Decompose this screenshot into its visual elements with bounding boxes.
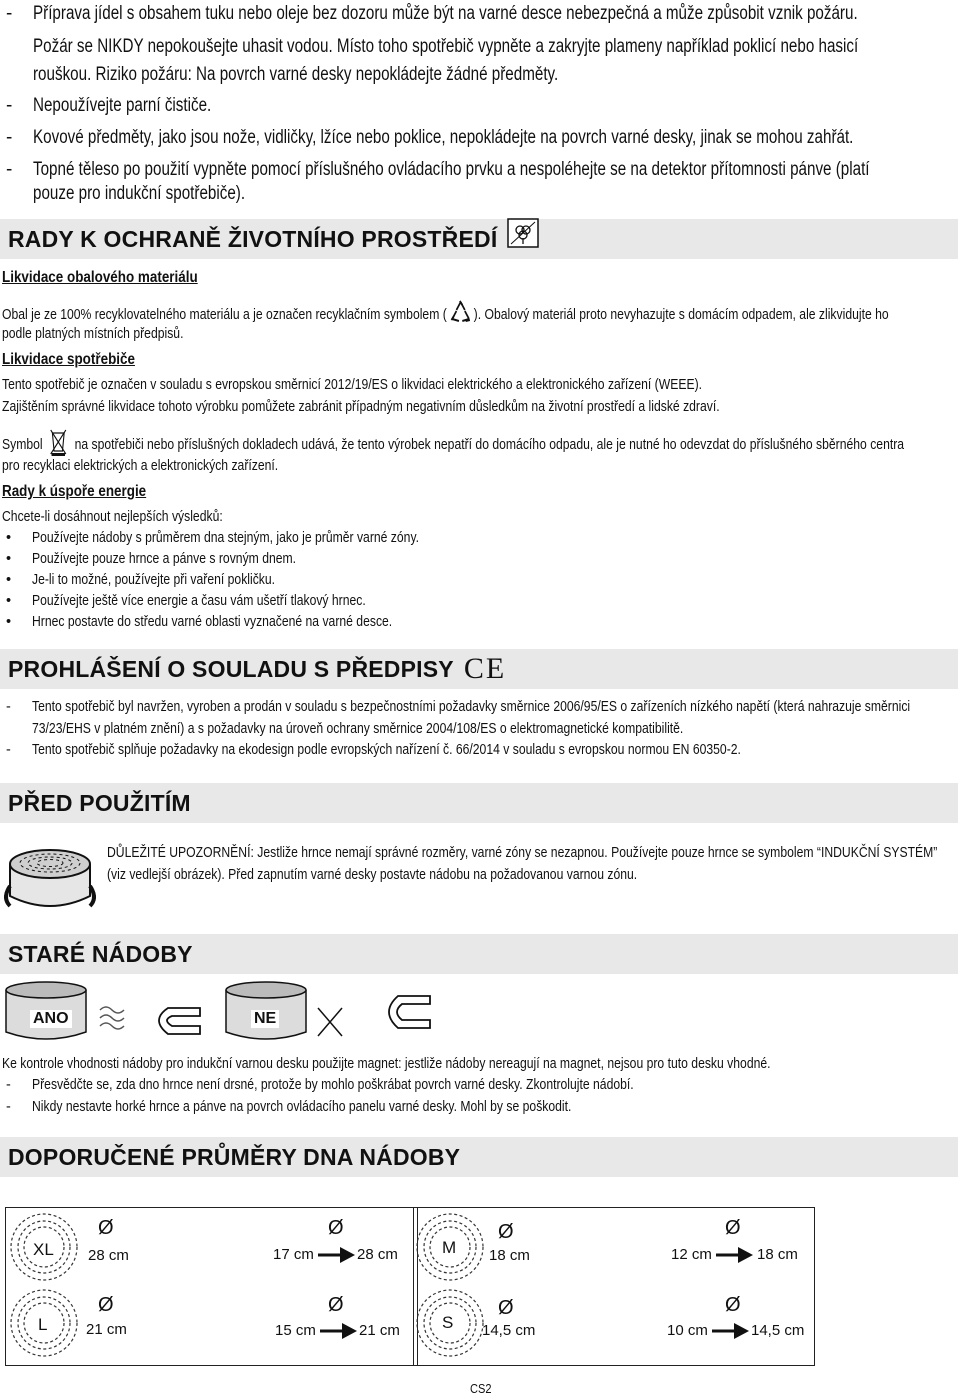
- old-pots-heading: [0, 934, 958, 974]
- arrow-right-icon: [712, 1322, 750, 1345]
- no-label: NE: [251, 1010, 279, 1028]
- recycle-icon: [448, 299, 473, 332]
- zone-label: L: [38, 1315, 48, 1334]
- environment-heading: [0, 219, 958, 259]
- zone-from: 10 cm: [667, 1322, 708, 1339]
- induction-pot-icon: [4, 836, 96, 919]
- energy-title: Rady k úspoře energie: [2, 483, 147, 500]
- packaging-title: Likvidace obalového materiálu: [2, 269, 198, 286]
- page: - Příprava jídel s obsahem tuku nebo oleje bez dozoru může být na varné desce nebezpečná a může způsobit vznik požáru. Požár se NIKDY nepokoušejte uhasit vodou. Místo toho spotřebič vypněte a zakryjte plameny například poklicí nebo hasicí rouškou. Riziko požáru: Na povrch varné desky nepokládejte žádné předměty. - Nepoužívejte parní čističe. - Kovové předměty, jako jsou nože, vidličky, lžíce nebo poklice, nepokládejte na povrch varné desky, jinak se mohou zahřát. - Topné těleso po použití vypněte pomocí příslušného ovládacího prvku a nespoléhejte se na detektor přítomnosti pánve (platí pouze pro indukční spotřebiče). RADY K OCHRANĚ ŽIVOTNÍHO PROSTŘEDÍ Likvidace obalového materiálu Obal je ze 100% recyklovatelného materiálu a je označen recyklačním symbolem ( ). Obalový materiál proto nevyhazujte s domácím odpadem, ale zlikvidujte ho podle platných místních předpisů. Likvidace spotřebiče Tento spotřebič je označen v souladu s evropskou směrnicí 2012/19/ES o likvidaci elektrického a elektronického zařízení (WEEE). Zajištěním správné likvidace tohoto výrobku pomůžete zabránit případným negativním důsledkům na životní prostředí a lidské zdraví. Symbol na spotřebiči nebo příslušných dokladech udává, že tento výrobek nepatří do domácího odpadu, ale je nutné ho odevzdat do příslušného sběrného centra pro recyklaci elektrických a elektronických zařízení. Rady k úspoře energie Chcete-li dosáhnout nejlepších výsledků: • Používejte nádoby s průměrem dna stejným, jako je průměr varné zóny. • Používejte pouze hrnce a pánve s rovným dnem. • Je-li to možné, používejte při vaření pokličku. • Používejte ještě více energie a času vám ušetří tlakový hrnec. • Hrnec postavte do středu varné oblasti vyznačené na varné desce. PROHLÁŠENÍ O SOULADU S PŘEDPISY CE - Tento spotřebič byl navržen, vyroben a prodán v souladu s bezpečnostními požadavky směrnice 2006/95/ES o zařízeních nízkého napětí (která nahrazuje směrnici 73/23/EHS v platném znění) a s požadavky na úroveň ochrany směrnice 2004/108/ES o elektromagnetické kompatibilitě. - Tento spotřebič splňuje požadavky na ekodesign podle evropských nařízení č. 66/2014 v souladu s evropskou normou EN 60350-2. PŘED POUŽITÍM DŮLEŽITÉ UPOZORNĚNÍ: Jestliže hrnce nemají správné rozměry, varné zóny se nezapnou. Používejte pouze hrnce se symbolem “INDUKČNÍ SYSTÉM” (viz vedlejší obrázek). Před zapnutím varné desky postavte nádobu na požadovanou varnou zónu. STARÉ NÁDOBY ANO NE Ke kontrole vhodnosti nádoby pro indukční varnou desku použijte magnet: jestliže nádoby nereagují na magnet, nejsou pro tuto desku vhodné. - Přesvědčte se, zda dno hrnce není drsné, protože by mohlo poškrábat povrch varné desky. Zkontrolujte nádobí. - Nikdy nestavte horké hrnce a pánve na povrch ovládacího panelu varné desky. Mohl by se poškodit. DOPORUČENÉ PRŮMĚRY DNA NÁDOBY XL M L S Ø Ø Ø Ø Ø Ø Ø Ø 28 cm 17 cm 28 cm 18 cm 12 cm 18 cm 21 cm 15 cm 21 cm 14,5 cm 10 cm 14,5 cm CS2: [0, 0, 960, 1397]
- magnet-test-illustration: [0, 980, 460, 1050]
- intro-line: pouze pro indukční spotřebiče).: [33, 183, 246, 204]
- appliance-text: Zajištěním správné likvidace tohoto výrobku pomůžete zabránit případným negativním důsledkům na životní prostředí a lidské zdraví.: [2, 399, 720, 415]
- diameter-symbol: Ø: [725, 1217, 741, 1239]
- before-use-text-2: (viz vedlejší obrázek). Před zapnutím varné desky postavte nádobu na požadovanou varnou zónu.: [107, 867, 638, 883]
- zone-size: 18 cm: [489, 1247, 530, 1264]
- ce-mark-icon: CE: [463, 652, 507, 685]
- arrow-right-icon: [716, 1246, 754, 1269]
- diameter-symbol: Ø: [98, 1294, 114, 1316]
- zone-to: 18 cm: [757, 1246, 798, 1263]
- diameter-symbol: Ø: [498, 1297, 514, 1319]
- appliance-text: Tento spotřebič je označen v souladu s evropskou směrnicí 2012/19/ES o likvidaci elektrického a elektronického zařízení (WEEE).: [2, 377, 703, 393]
- zone-label: S: [442, 1313, 454, 1332]
- conformity-heading: [0, 649, 958, 689]
- intro-line: Kovové předměty, jako jsou nože, vidličky, lžíce nebo poklice, nepokládejte na povrch varné desky, jinak se mohou zahřát.: [33, 127, 854, 148]
- intro-line: Nepoužívejte parní čističe.: [33, 95, 212, 116]
- weee-text-2: pro recyklaci elektrických a elektronických zařízení.: [2, 458, 279, 474]
- conformity-heading-text: PROHLÁŠENÍ O SOULADU S PŘEDPISY: [8, 656, 454, 682]
- zone-from: 12 cm: [671, 1246, 712, 1263]
- old-pots-text: Ke kontrole vhodnosti nádoby pro indukční varnou desku použijte magnet: jestliže nádoby nereagují na magnet, nejsou pro tuto desku vhodné.: [2, 1056, 771, 1072]
- diameter-symbol: Ø: [725, 1294, 741, 1316]
- page-number: CS2: [470, 1381, 492, 1396]
- energy-intro: Chcete-li dosáhnout nejlepších výsledků:: [2, 509, 223, 525]
- diameters-heading-text: DOPORUČENÉ PRŮMĚRY DNA NÁDOBY: [8, 1144, 461, 1170]
- old-pots-heading-text: STARÉ NÁDOBY: [8, 941, 193, 967]
- zone-to: 28 cm: [357, 1246, 398, 1263]
- diameter-symbol: Ø: [328, 1294, 344, 1316]
- intro-line: Požár se NIKDY nepokoušejte uhasit vodou. Místo toho spotřebič vypněte a zakryjte plameny například poklicí nebo hasicí: [33, 36, 859, 57]
- weee-text: Symbol na spotřebiči nebo příslušných dokladech udává, že tento výrobek nepatří do domácího odpadu, ale je nutné ho odevzdat do příslušného sběrného centra: [2, 427, 904, 464]
- before-use-heading: [0, 783, 958, 823]
- diameters-heading: [0, 1137, 958, 1177]
- arrow-right-icon: [320, 1322, 358, 1345]
- intro-line: Příprava jídel s obsahem tuku nebo oleje bez dozoru může být na varné desce nebezpečná a může způsobit vznik požáru.: [33, 3, 858, 24]
- intro-line: rouškou. Riziko požáru: Na povrch varné desky nepokládejte žádné předměty.: [33, 64, 559, 85]
- packaging-text-2: podle platných místních předpisů.: [2, 326, 184, 342]
- zone-from: 17 cm: [273, 1246, 314, 1263]
- packaging-text: Obal je ze 100% recyklovatelného materiálu a je označen recyklačním symbolem ( ). Obalový materiál proto nevyhazujte s domácím odpadem, ale zlikvidujte ho: [2, 299, 889, 332]
- zone-size: 14,5 cm: [482, 1322, 536, 1339]
- arrow-right-icon: [318, 1246, 356, 1269]
- zone-size: 28 cm: [88, 1247, 129, 1264]
- zone-label: XL: [33, 1240, 54, 1259]
- zone-from: 15 cm: [275, 1322, 316, 1339]
- zone-size: 21 cm: [86, 1321, 127, 1338]
- before-use-text: DŮLEŽITÉ UPOZORNĚNÍ: Jestliže hrnce nemají správné rozměry, varné zóny se nezapnou. Používejte pouze hrnce se symbolem “INDUKČNÍ SYSTÉM”: [107, 845, 938, 861]
- eco-leaf-icon: [507, 218, 539, 260]
- diameter-symbol: Ø: [498, 1221, 514, 1243]
- diameter-symbol: Ø: [328, 1217, 344, 1239]
- zone-to: 14,5 cm: [751, 1322, 805, 1339]
- zone-label: M: [442, 1238, 457, 1257]
- appliance-title: Likvidace spotřebiče: [2, 351, 135, 368]
- yes-label: ANO: [30, 1010, 72, 1028]
- environment-heading-text: RADY K OCHRANĚ ŽIVOTNÍHO PROSTŘEDÍ: [8, 226, 498, 252]
- diameter-symbol: Ø: [98, 1217, 114, 1239]
- zone-to: 21 cm: [359, 1322, 400, 1339]
- intro-line: Topné těleso po použití vypněte pomocí příslušného ovládacího prvku a nespoléhejte se na detektor přítomnosti pánve (platí: [33, 159, 870, 180]
- before-use-heading-text: PŘED POUŽITÍM: [8, 790, 191, 816]
